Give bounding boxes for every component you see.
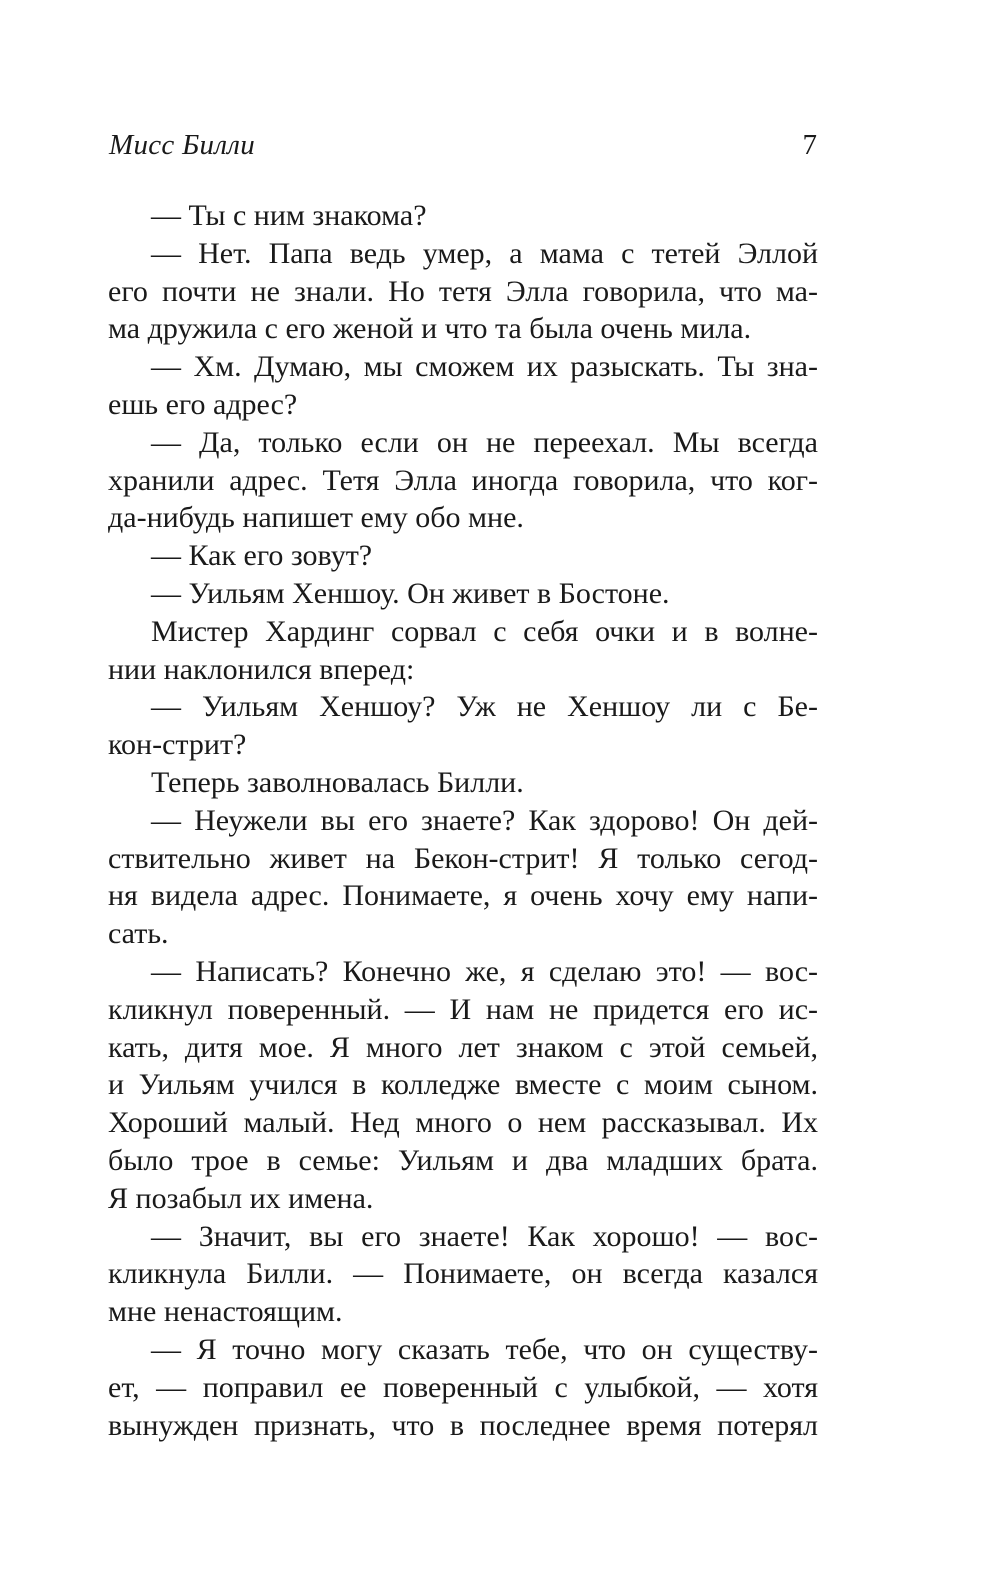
text-line: — Ты с ним знакома?: [151, 199, 427, 232]
text-line: да-нибудь напишет ему обо мне.: [108, 501, 524, 535]
text-line: было трое в семье: Уильям и два младших брата.: [108, 1143, 818, 1177]
text-line: — Как его зовут?: [151, 539, 373, 573]
text-line: сать.: [108, 917, 169, 951]
text-line: Теперь заволновалась Билли.: [151, 765, 524, 799]
body-text: [108, 197, 818, 1444]
text-line: кликнула Билли. — Понимаете, он всегда казался: [108, 1257, 818, 1291]
text-line: ствительно живет на Бекон-стрит! Я только сегод-: [108, 841, 818, 875]
text-line: нии наклонился вперед:: [108, 652, 415, 686]
text-line: и Уильям учился в колледже вместе с моим сыном.: [108, 1068, 818, 1102]
running-title: Мисс Билли: [109, 129, 256, 161]
text-line: — Значит, вы его знаете! Как хорошо! — вос-: [151, 1219, 818, 1253]
text-line: — Уильям Хеншоу? Уж не Хеншоу ли с Бе-: [151, 690, 818, 724]
text-line: — Я точно могу сказать тебе, что он существу-: [151, 1332, 818, 1366]
text-line: — Хм. Думаю, мы сможем их разыскать. Ты зна-: [151, 350, 818, 384]
text-line: — Да, только если он не переехал. Мы всегда: [151, 425, 818, 459]
text-line: кать, дитя мое. Я много лет знаком с этой семьей,: [108, 1030, 818, 1064]
text-line: ма дружила с его женой и что та была очень мила.: [108, 312, 752, 346]
text-line: Я позабыл их имена.: [108, 1181, 374, 1215]
text-line: вынужден признать, что в последнее время потерял: [108, 1408, 818, 1442]
text-line: его почти не знали. Но тетя Элла говорила, что ма-: [108, 274, 818, 308]
text-line: кликнул поверенный. — И нам не придется его ис-: [108, 992, 818, 1026]
page-number: 7: [802, 129, 817, 161]
text-line: — Написать? Конечно же, я сделаю это! — вос-: [151, 954, 818, 988]
text-line: ня видела адрес. Понимаете, я очень хочу ему напи-: [108, 879, 818, 913]
text-line: мне ненастоящим.: [108, 1295, 343, 1329]
text-line: ешь его адрес?: [108, 387, 298, 421]
text-line: ет, — поправил ее поверенный с улыбкой, — хотя: [108, 1370, 818, 1404]
text-line: хранили адрес. Тетя Элла иногда говорила, что ког-: [108, 463, 818, 497]
text-line: — Уильям Хеншоу. Он живет в Бостоне.: [151, 576, 670, 610]
text-line: Мистер Хардинг сорвал с себя очки и в волне-: [151, 614, 818, 648]
text-line: кон-стрит?: [108, 728, 247, 762]
text-line: Хороший малый. Нед много о нем рассказывал. Их: [108, 1106, 818, 1140]
running-head: [109, 125, 817, 165]
text-line: — Нет. Папа ведь умер, а мама с тетей Эллой: [151, 236, 818, 270]
text-line: — Неужели вы его знаете? Как здорово! Он дей-: [151, 803, 818, 837]
